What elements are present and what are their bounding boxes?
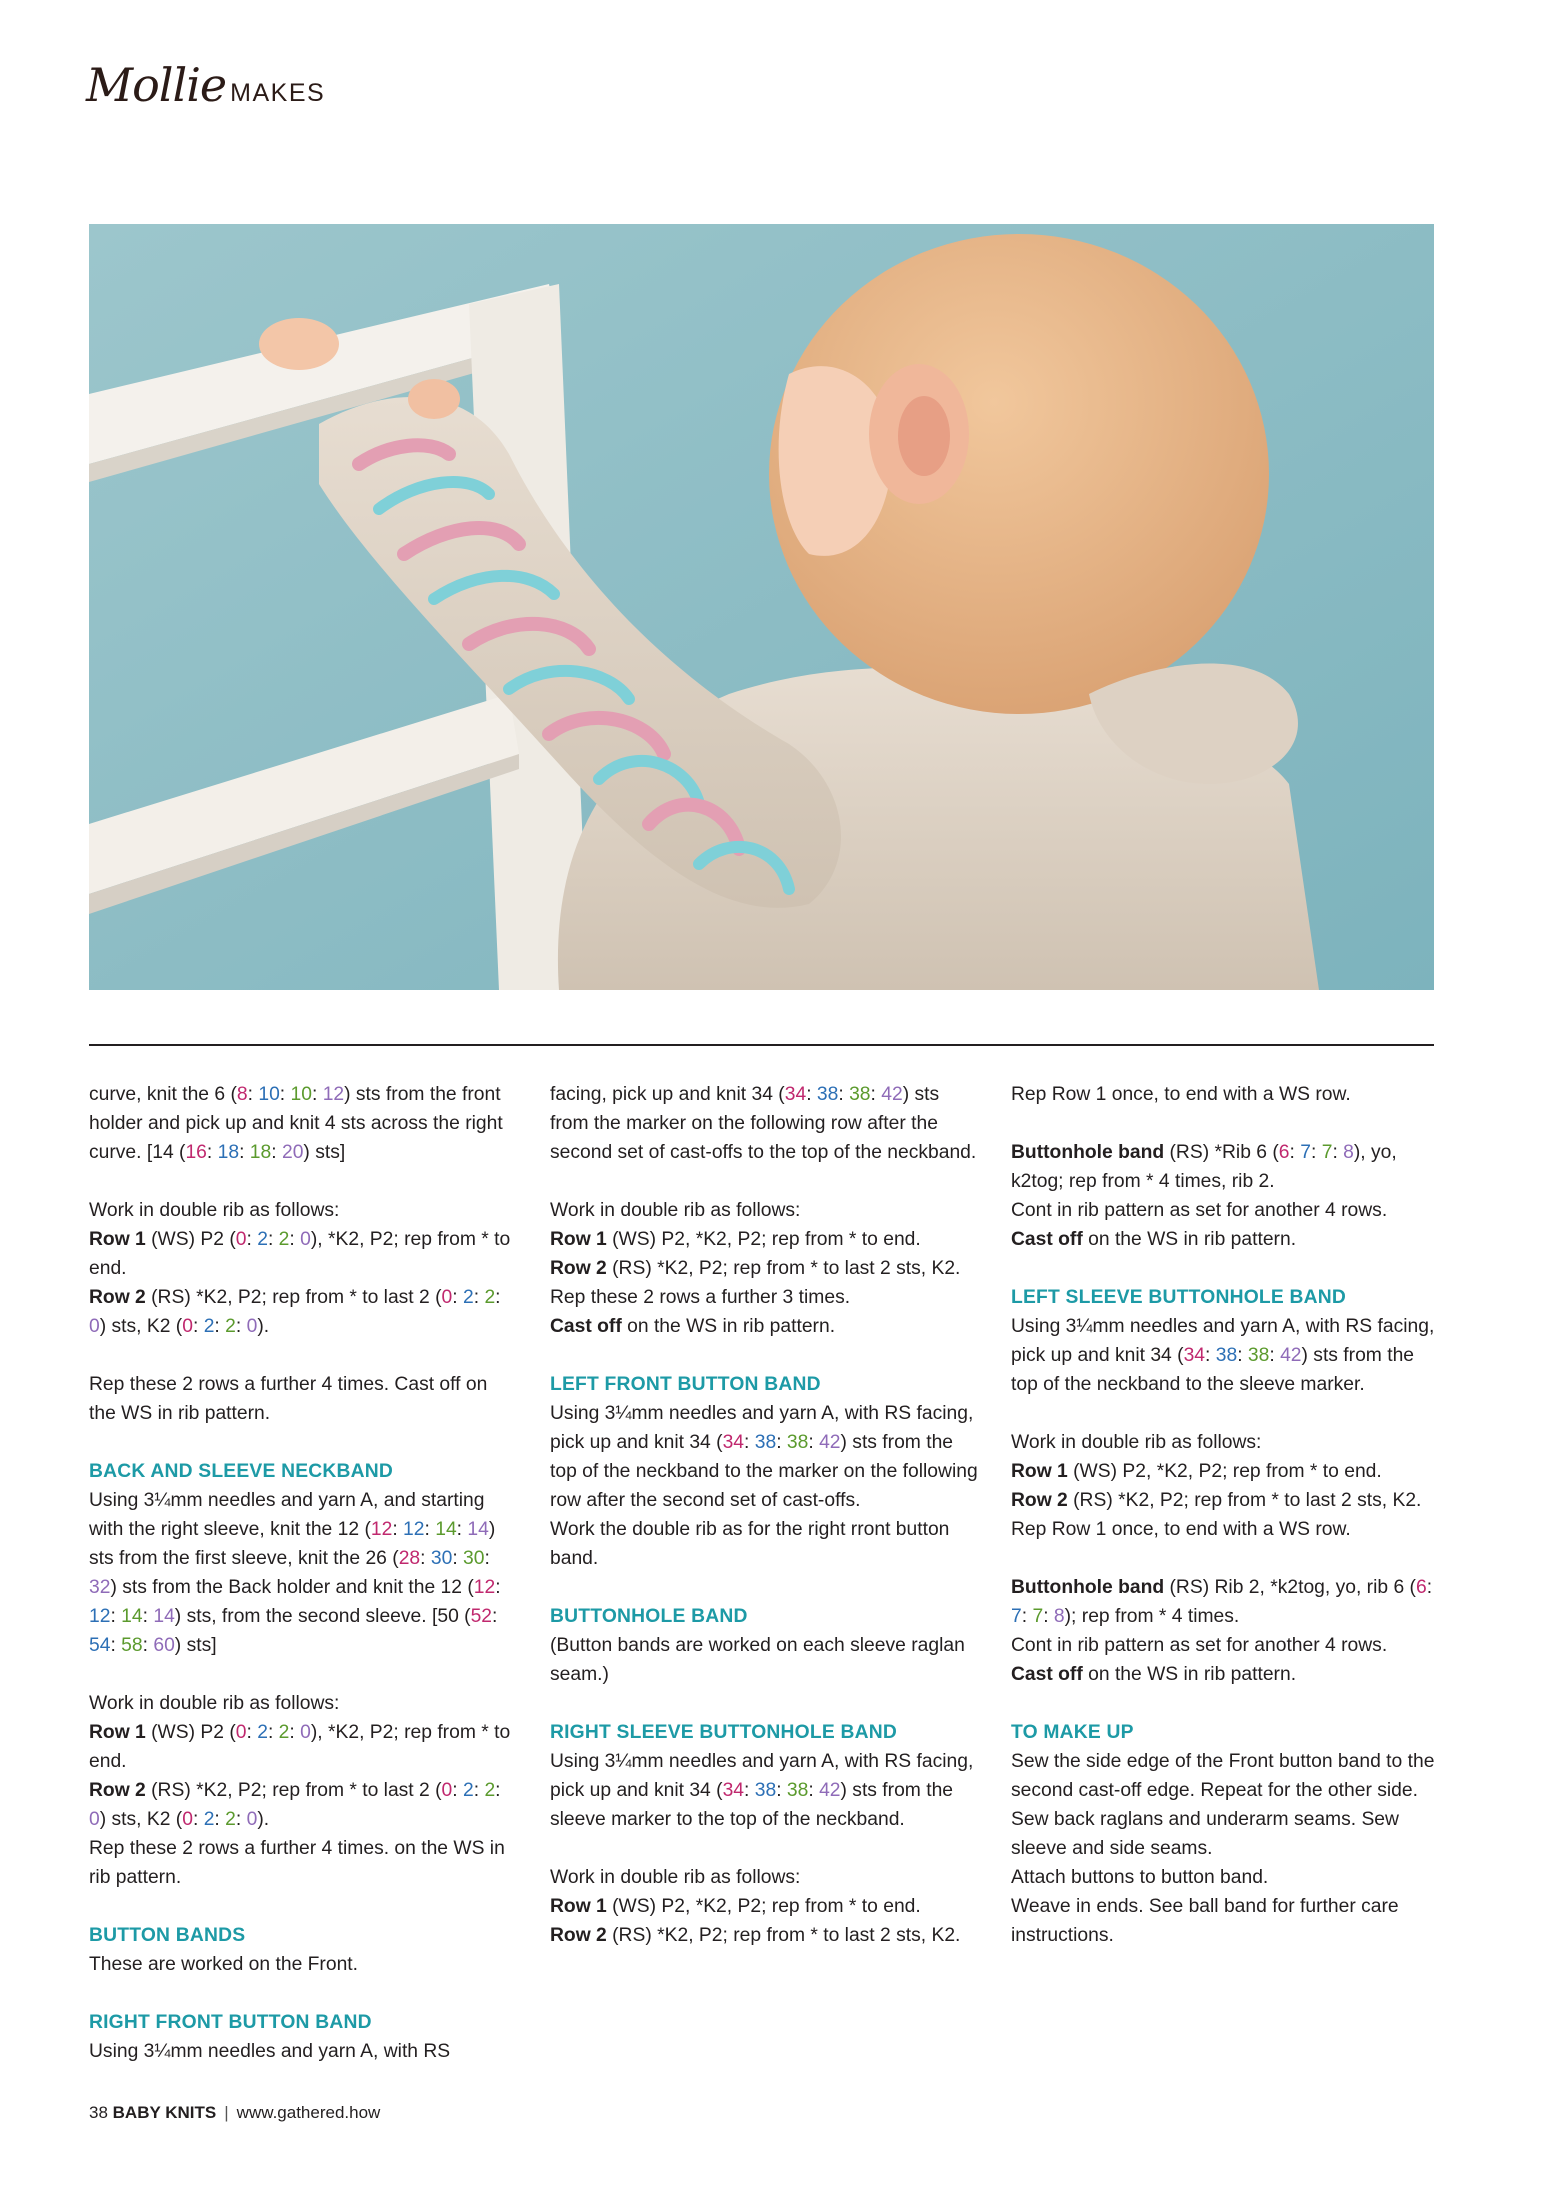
size-value: 34 [784, 1084, 807, 1105]
paragraph [89, 1950, 519, 1979]
text-run: facing, pick up and knit 34 ( [550, 1084, 785, 1105]
bold-term: Buttonhole band [1011, 1142, 1165, 1163]
text-run: ) sts, K2 ( [99, 1316, 183, 1337]
text-run: : [1332, 1142, 1344, 1163]
text-run: : [271, 1142, 282, 1163]
size-value: 42 [819, 1432, 841, 1453]
text-run: LEFT FRONT BUTTON BAND [550, 1374, 821, 1395]
size-value: 0 [182, 1316, 193, 1337]
size-value: 2 [462, 1287, 474, 1308]
size-value: 7 [1300, 1142, 1311, 1163]
size-value: 20 [281, 1142, 304, 1163]
size-value: 34 [1183, 1345, 1206, 1366]
text-column-2 [550, 1080, 980, 1979]
size-value: 0 [89, 1809, 100, 1830]
text-run: : [142, 1635, 154, 1656]
text-run: : [311, 1084, 323, 1105]
text-run: ) sts, from the second sleeve. [50 ( [174, 1606, 471, 1627]
text-run: on the WS in rib pattern. [621, 1316, 836, 1337]
text-run: Rep these 2 rows a further 4 times. on the WS in rib pattern. [89, 1838, 505, 1888]
size-value: 0 [182, 1809, 193, 1830]
section-heading [550, 1370, 980, 1399]
text-run: : [206, 1142, 218, 1163]
section-heading [89, 2008, 519, 2037]
page-number: 38 [89, 2103, 108, 2122]
size-value: 0 [441, 1780, 453, 1801]
text-run: : [142, 1606, 154, 1627]
size-value: 6 [1278, 1142, 1290, 1163]
text-run: Weave in ends. See ball band for further care instructions. [1011, 1896, 1399, 1946]
text-run: : [492, 1606, 498, 1627]
text-run: : [452, 1548, 464, 1569]
bold-term: Row 1 [550, 1896, 607, 1917]
text-run: (WS) P2, *K2, P2; rep from * to end. [1067, 1461, 1382, 1482]
size-value: 14 [153, 1606, 175, 1627]
text-run: : [267, 1229, 279, 1250]
text-run: : [452, 1780, 463, 1801]
paragraph [89, 1689, 519, 1892]
size-value: 2 [225, 1809, 236, 1830]
bold-term: Row 1 [550, 1229, 607, 1250]
size-value: 6 [1415, 1577, 1427, 1598]
size-value: 8 [236, 1084, 248, 1105]
size-value: 28 [398, 1548, 421, 1569]
text-run: Rep these 2 rows a further 3 times. [550, 1287, 851, 1308]
text-run: : [452, 1287, 463, 1308]
paragraph [550, 1631, 980, 1689]
text-run: : [456, 1519, 468, 1540]
text-run: (RS) *K2, P2; rep from * to last 2 ( [145, 1780, 442, 1801]
size-value: 0 [246, 1316, 258, 1337]
text-run: ), *K2, P2; rep from * to end. [89, 1722, 511, 1772]
text-run: : [1043, 1606, 1054, 1627]
text-run: : [392, 1519, 404, 1540]
bold-term: Row 2 [1011, 1490, 1068, 1511]
size-value: 38 [1247, 1345, 1270, 1366]
paragraph [1011, 1080, 1441, 1109]
text-run: ) sts, K2 ( [99, 1809, 183, 1830]
text-run: Sew the side edge of the Front button band to the second cast-off edge. Repeat for the other side. [1011, 1751, 1435, 1801]
text-run: : [192, 1316, 204, 1337]
text-run: ) sts] [174, 1635, 217, 1656]
text-run: : [1310, 1142, 1322, 1163]
size-value: 30 [430, 1548, 453, 1569]
size-value: 38 [786, 1780, 809, 1801]
text-run: on the WS in rib pattern. [1082, 1229, 1297, 1250]
text-run: ), *K2, P2; rep from * to end. [89, 1229, 511, 1279]
text-run: : [744, 1432, 755, 1453]
text-run: Cont in rib pattern as set for another 4 rows. [1011, 1200, 1388, 1221]
text-column-1 [89, 1080, 519, 2095]
text-run: : [1021, 1606, 1033, 1627]
size-value: 30 [463, 1548, 485, 1569]
size-value: 54 [89, 1635, 111, 1656]
text-run: curve, knit the 6 ( [89, 1084, 237, 1105]
size-value: 2 [257, 1229, 268, 1250]
size-value: 18 [249, 1142, 272, 1163]
text-run: ) sts] [303, 1142, 346, 1163]
size-value: 0 [300, 1229, 311, 1250]
text-run: Attach buttons to button band. [1011, 1867, 1269, 1888]
text-run: (WS) P2, *K2, P2; rep from * to end. [606, 1896, 921, 1917]
bold-term: Row 2 [89, 1780, 146, 1801]
bold-term: Cast off [550, 1316, 622, 1337]
size-value: 2 [225, 1316, 236, 1337]
size-value: 2 [484, 1287, 496, 1308]
text-run: : [214, 1809, 226, 1830]
text-run: (RS) *K2, P2; rep from * to last 2 ( [145, 1287, 442, 1308]
size-value: 2 [462, 1780, 474, 1801]
footer-separator: | [224, 2103, 229, 2122]
text-run: Using 3¼mm needles and yarn A, with RS facing, pick up and knit 34 ( [1011, 1316, 1435, 1366]
paragraph [550, 1863, 980, 1950]
text-run: (WS) P2 ( [145, 1722, 236, 1743]
text-run: (Button bands are worked on each sleeve raglan seam.) [550, 1635, 965, 1685]
size-value: 60 [153, 1635, 175, 1656]
text-run: Sew back raglans and underarm seams. Sew sleeve and side seams. [1011, 1809, 1399, 1859]
paragraph [550, 1747, 980, 1834]
text-run: ). [257, 1316, 270, 1337]
text-run: : [744, 1780, 755, 1801]
size-value: 34 [722, 1780, 745, 1801]
paragraph [1011, 1573, 1441, 1689]
size-value: 38 [754, 1432, 777, 1453]
text-run: Work in double rib as follows: [89, 1200, 340, 1221]
text-run: : [110, 1606, 122, 1627]
size-value: 32 [89, 1577, 111, 1598]
text-run: Rep these 2 rows a further 4 times. Cast off on the WS in rib pattern. [89, 1374, 488, 1424]
size-value: 2 [278, 1229, 290, 1250]
paragraph [89, 1080, 519, 1167]
text-run: : [235, 1809, 247, 1830]
bold-term: Cast off [1011, 1229, 1083, 1250]
text-run: TO MAKE UP [1011, 1722, 1134, 1743]
size-value: 42 [1280, 1345, 1302, 1366]
size-value: 12 [473, 1577, 496, 1598]
text-run: : [214, 1316, 226, 1337]
bold-term: Row 1 [89, 1722, 146, 1743]
bold-term: Buttonhole band [1011, 1577, 1165, 1598]
text-run: : [192, 1809, 204, 1830]
size-value: 38 [754, 1780, 777, 1801]
paragraph [1011, 1312, 1441, 1399]
paragraph [1011, 1428, 1441, 1544]
text-run: ) sts from the marker on the following row after the second set of cast-offs to the top of the neckband. [550, 1084, 977, 1163]
text-run: Rep Row 1 once, to end with a WS row. [1011, 1519, 1351, 1540]
text-run: Work in double rib as follows: [89, 1693, 340, 1714]
paragraph [1011, 1138, 1441, 1254]
text-run: Work in double rib as follows: [550, 1867, 801, 1888]
text-run: (RS) *K2, P2; rep from * to last 2 sts, K2. [606, 1258, 961, 1279]
paragraph [89, 1370, 519, 1428]
text-run: ) sts from the top of the neckband to the marker on the following row after the second set of cast-offs. [550, 1432, 978, 1511]
magazine-name: BABY KNITS [112, 2103, 217, 2122]
size-value: 0 [235, 1229, 247, 1250]
text-run: : [1269, 1345, 1281, 1366]
text-run: : [776, 1780, 787, 1801]
text-run: : [1205, 1345, 1216, 1366]
size-value: 38 [1215, 1345, 1238, 1366]
text-run: (RS) *Rib 6 ( [1164, 1142, 1279, 1163]
text-run: Using 3¼mm needles and yarn A, and starting with the right sleeve, knit the 12 ( [89, 1490, 485, 1540]
brand-logo [86, 58, 325, 110]
text-run: : [808, 1432, 820, 1453]
text-run: LEFT SLEEVE BUTTONHOLE BAND [1011, 1287, 1346, 1308]
text-run: RIGHT SLEEVE BUTTONHOLE BAND [550, 1722, 897, 1743]
website-link[interactable]: www.gathered.how [236, 2103, 381, 2122]
text-run: : [806, 1084, 817, 1105]
text-run: : [279, 1084, 291, 1105]
size-value: 14 [435, 1519, 457, 1540]
text-run: ) sts from the front holder and pick up and knit 4 sts across the right curve. [14 ( [89, 1084, 503, 1163]
text-run: on the WS in rib pattern. [1082, 1664, 1297, 1685]
text-run: BUTTON BANDS [89, 1925, 246, 1946]
section-heading [550, 1602, 980, 1631]
bold-term: Row 2 [550, 1258, 607, 1279]
section-heading [1011, 1718, 1441, 1747]
text-run: : [776, 1432, 787, 1453]
size-value: 0 [246, 1809, 258, 1830]
text-run: : [1289, 1142, 1301, 1163]
hero-photo-illustration [89, 224, 1434, 990]
paragraph [550, 1399, 980, 1573]
size-value: 58 [121, 1635, 143, 1656]
size-value: 2 [203, 1316, 215, 1337]
text-run: : [473, 1287, 485, 1308]
size-value: 0 [441, 1287, 453, 1308]
size-value: 52 [470, 1606, 493, 1627]
size-value: 7 [1321, 1142, 1333, 1163]
bold-term: Row 1 [1011, 1461, 1068, 1482]
paragraph [1011, 1747, 1441, 1950]
text-run: Work in double rib as follows: [1011, 1432, 1262, 1453]
hero-photo [89, 224, 1434, 990]
text-run: ) sts from the sleeve marker to the top of the neckband. [550, 1780, 954, 1830]
text-run: : [1237, 1345, 1248, 1366]
paragraph [89, 2037, 519, 2066]
size-value: 2 [257, 1722, 268, 1743]
size-value: 38 [816, 1084, 839, 1105]
text-run: BUTTONHOLE BAND [550, 1606, 748, 1627]
text-run: : [495, 1577, 501, 1598]
text-run: : [420, 1548, 431, 1569]
size-value: 34 [722, 1432, 745, 1453]
brand-word: MAKES [230, 79, 326, 107]
text-run: ) sts from the top of the neckband to the sleeve marker. [1011, 1345, 1415, 1395]
paragraph [550, 1196, 980, 1341]
size-value: 8 [1053, 1606, 1065, 1627]
text-run: : [246, 1229, 258, 1250]
text-run: : [246, 1722, 258, 1743]
section-heading [89, 1457, 519, 1486]
size-value: 7 [1032, 1606, 1044, 1627]
text-run: : [1426, 1577, 1433, 1598]
text-run: : [110, 1635, 122, 1656]
text-run: RIGHT FRONT BUTTON BAND [89, 2012, 372, 2033]
text-run: ), yo, k2tog; rep from * 4 times, rib 2. [1011, 1142, 1397, 1192]
section-heading [550, 1718, 980, 1747]
divider-rule [89, 1044, 1434, 1046]
size-value: 8 [1343, 1142, 1354, 1163]
text-run: : [808, 1780, 820, 1801]
text-run: Using 3¼mm needles and yarn A, with RS facing, pick up and knit 34 ( [550, 1403, 974, 1453]
text-run: : [235, 1316, 247, 1337]
section-heading [89, 1921, 519, 1950]
size-value: 42 [881, 1084, 903, 1105]
text-run: : [289, 1722, 301, 1743]
size-value: 14 [121, 1606, 143, 1627]
text-run: (RS) *K2, P2; rep from * to last 2 sts, K2. [606, 1925, 961, 1946]
text-run: Work the double rib as for the right rront button band. [550, 1519, 950, 1569]
size-value: 42 [819, 1780, 841, 1801]
text-column-3 [1011, 1080, 1441, 1979]
text-run: : [484, 1548, 490, 1569]
size-value: 38 [849, 1084, 871, 1105]
size-value: 14 [467, 1519, 489, 1540]
text-run: ). [257, 1809, 270, 1830]
text-run: : [838, 1084, 850, 1105]
text-run: (RS) Rib 2, *k2tog, yo, rib 6 ( [1164, 1577, 1416, 1598]
text-run: : [495, 1287, 501, 1308]
text-run: : [247, 1084, 259, 1105]
bold-term: Row 1 [89, 1229, 146, 1250]
text-run: : [495, 1780, 501, 1801]
text-run: Using 3¼mm needles and yarn A, with RS [89, 2041, 451, 2062]
size-value: 38 [786, 1432, 809, 1453]
text-run: (WS) P2, *K2, P2; rep from * to end. [606, 1229, 921, 1250]
size-value: 12 [370, 1519, 393, 1540]
text-run: : [239, 1142, 250, 1163]
text-run: : [473, 1780, 485, 1801]
size-value: 7 [1011, 1606, 1022, 1627]
size-value: 12 [322, 1084, 345, 1105]
text-run: Cont in rib pattern as set for another 4 rows. [1011, 1635, 1388, 1656]
text-run: : [289, 1229, 301, 1250]
text-run: Using 3¼mm needles and yarn A, with RS facing, pick up and knit 34 ( [550, 1751, 974, 1801]
text-run: Work in double rib as follows: [550, 1200, 801, 1221]
brand-script: Mollie [86, 58, 227, 112]
bold-term: Row 2 [550, 1925, 607, 1946]
size-value: 10 [258, 1084, 280, 1105]
size-value: 0 [235, 1722, 247, 1743]
size-value: 2 [278, 1722, 290, 1743]
size-value: 2 [203, 1809, 215, 1830]
section-heading [1011, 1283, 1441, 1312]
text-run: : [424, 1519, 436, 1540]
text-run: ) sts from the Back holder and knit the 12 ( [110, 1577, 474, 1598]
text-run: (RS) *K2, P2; rep from * to last 2 sts, K2. [1067, 1490, 1422, 1511]
bold-term: Cast off [1011, 1664, 1083, 1685]
paragraph [550, 1080, 980, 1167]
size-value: 18 [217, 1142, 240, 1163]
size-value: 16 [185, 1142, 207, 1163]
size-value: 0 [89, 1316, 100, 1337]
text-run: (WS) P2 ( [145, 1229, 236, 1250]
text-run: ); rep from * 4 times. [1064, 1606, 1240, 1627]
size-value: 0 [300, 1722, 311, 1743]
text-run: These are worked on the Front. [89, 1954, 359, 1975]
text-run: : [267, 1722, 279, 1743]
paragraph [89, 1196, 519, 1341]
text-run: BACK AND SLEEVE NECKBAND [89, 1461, 394, 1482]
size-value: 12 [403, 1519, 425, 1540]
paragraph [89, 1486, 519, 1660]
text-run: ) sts from the first sleeve, knit the 26 ( [89, 1519, 496, 1569]
size-value: 10 [290, 1084, 312, 1105]
text-run: : [870, 1084, 882, 1105]
bold-term: Row 2 [89, 1287, 146, 1308]
size-value: 2 [484, 1780, 496, 1801]
page-footer [89, 2103, 380, 2123]
text-run: Rep Row 1 once, to end with a WS row. [1011, 1084, 1351, 1105]
size-value: 12 [89, 1606, 111, 1627]
